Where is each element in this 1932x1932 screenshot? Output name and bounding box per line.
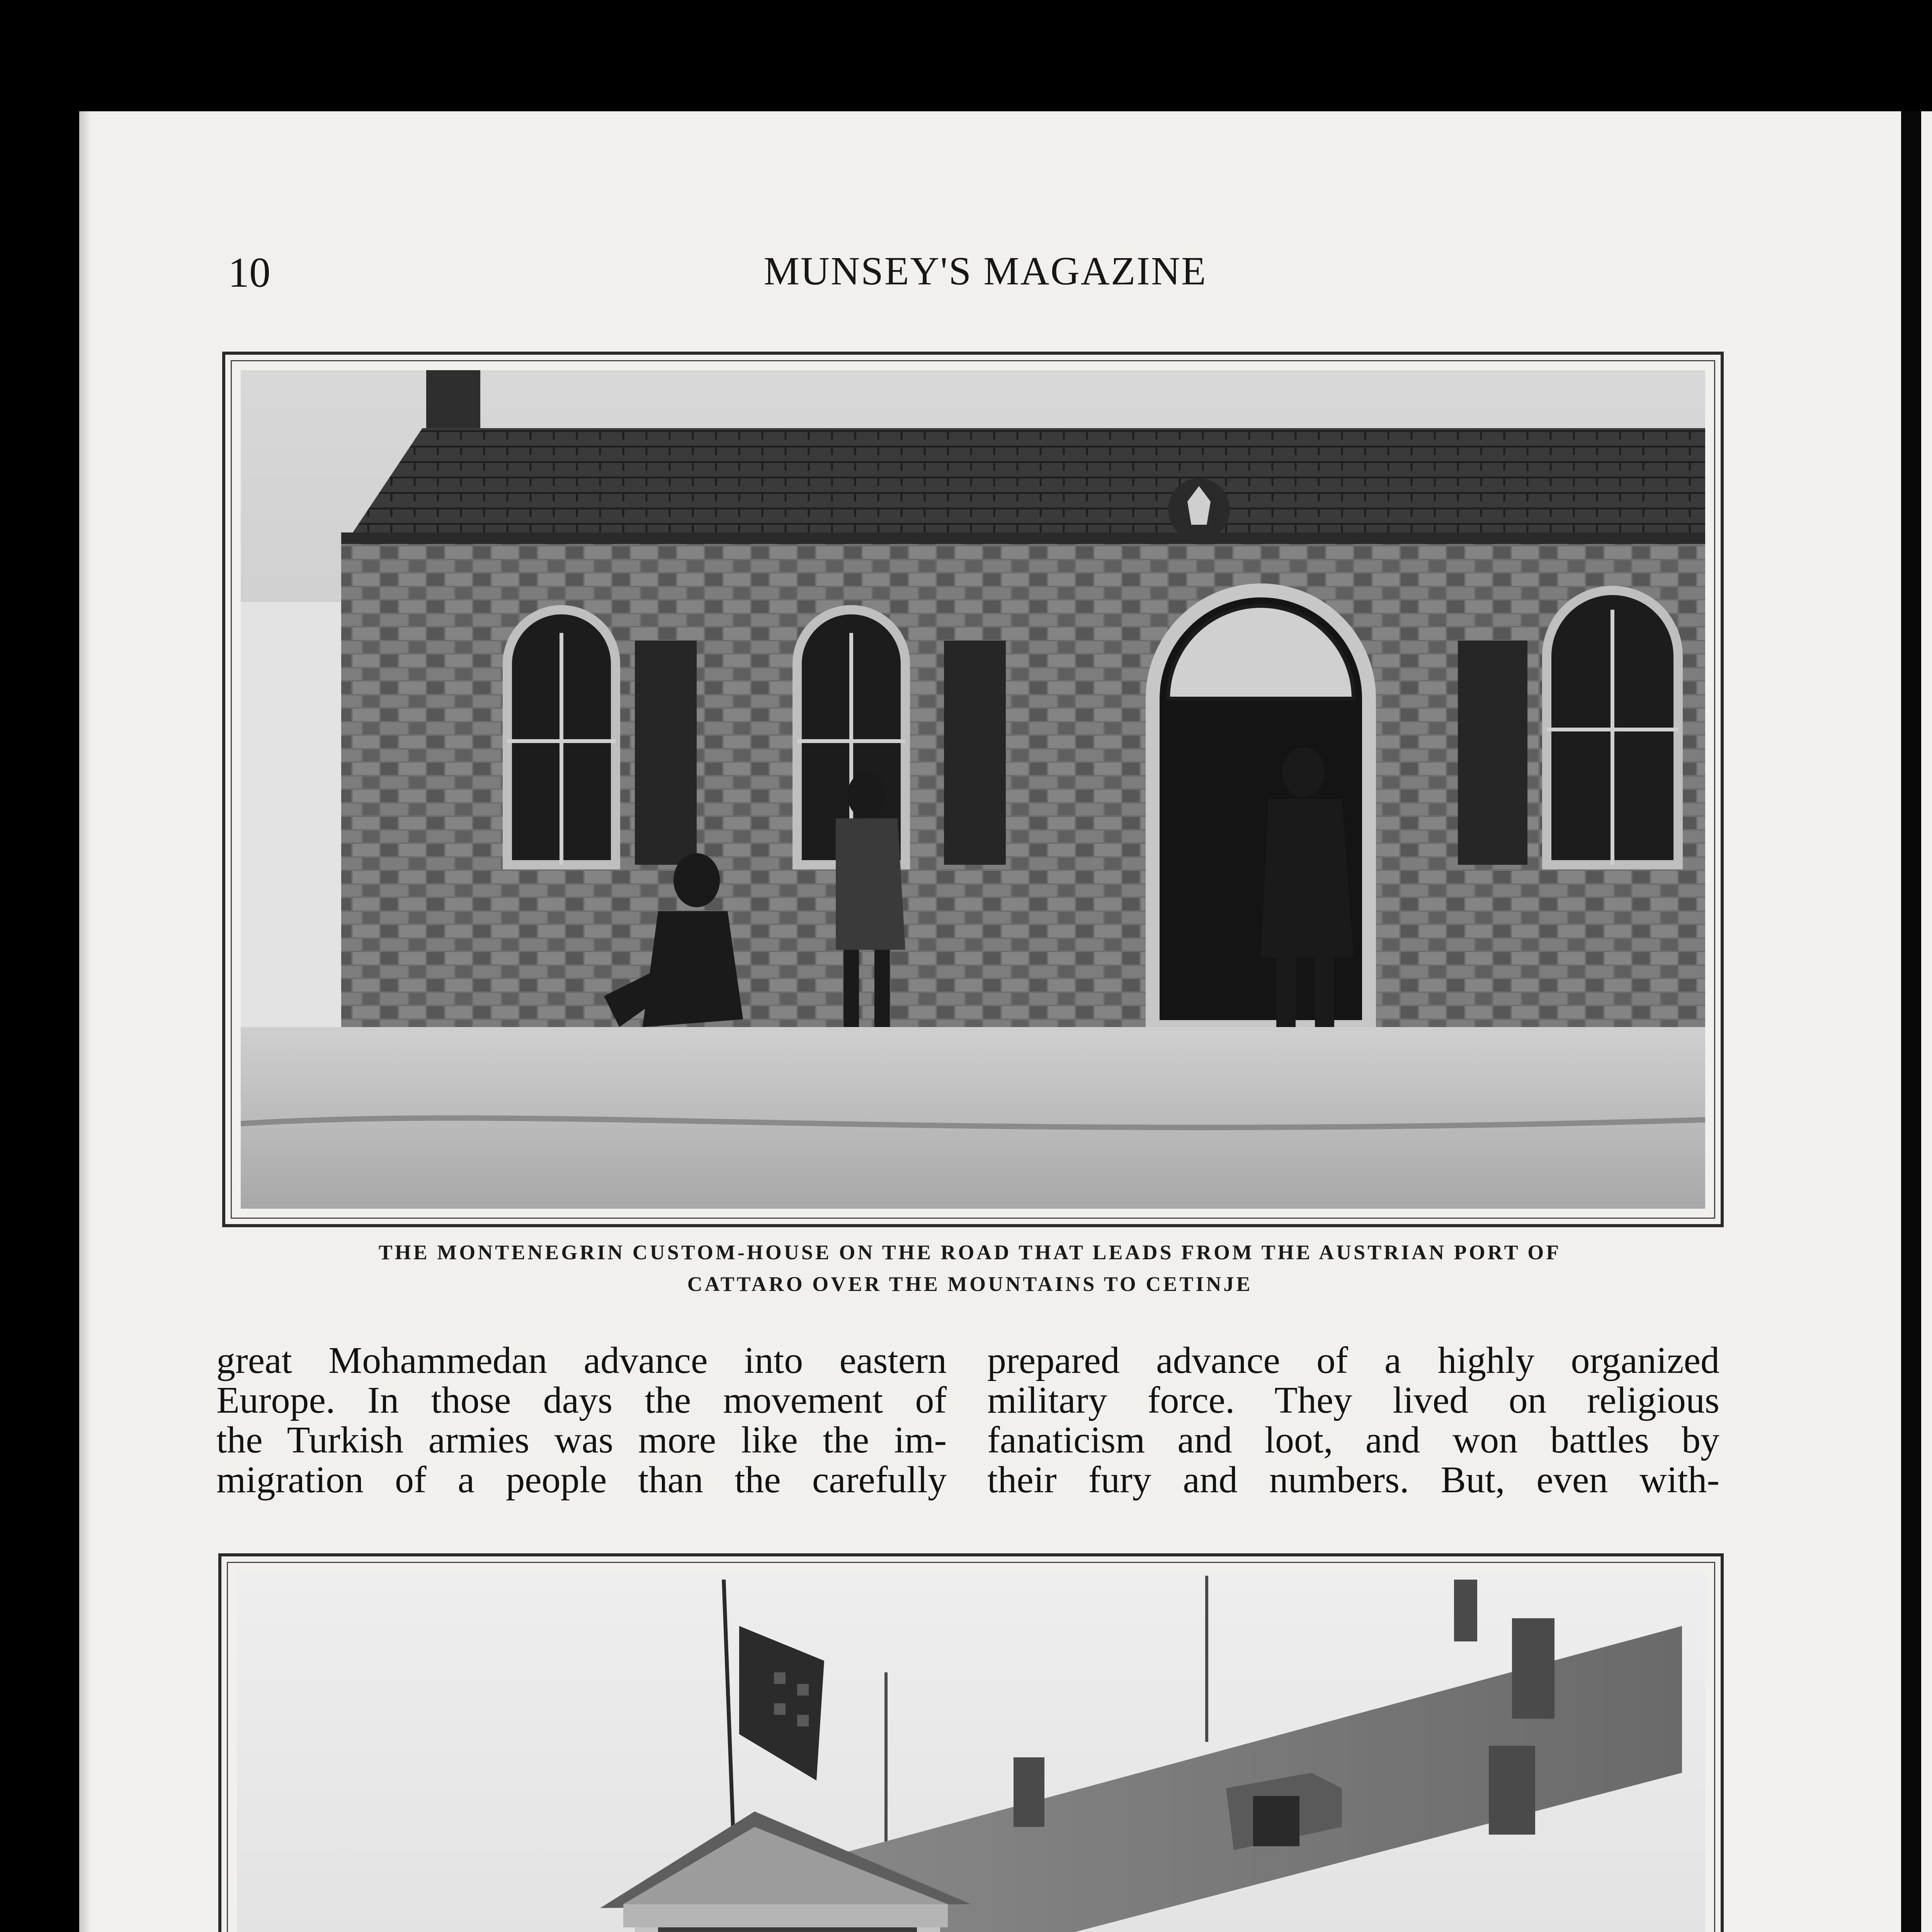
body-text-right-column	[987, 1341, 1719, 1500]
text-line: their fury and numbers. But, even with-	[987, 1459, 1719, 1501]
text-line: prepared advance of a highly organized	[987, 1340, 1719, 1381]
text-line: Europe. In those days the movement of	[216, 1379, 947, 1421]
caption-line: THE MONTENEGRIN CUSTOM-HOUSE ON THE ROAD THAT LEADS FROM THE AUSTRIAN PORT OF	[378, 1241, 1561, 1264]
page-gutter-shadow	[79, 111, 91, 1932]
custom-house-illustration	[241, 370, 1705, 1209]
text-line: fanaticism and loot, and won battles by	[987, 1419, 1719, 1461]
binding-gap	[1901, 111, 1921, 1932]
custom-house-photo	[241, 370, 1705, 1209]
royal-palace-photo	[237, 1572, 1705, 1932]
text-line: great Mohammedan advance into eastern	[216, 1340, 947, 1381]
custom-house-photo-frame	[222, 352, 1724, 1227]
body-text-left-column	[216, 1341, 947, 1500]
royal-palace-illustration	[237, 1572, 1705, 1932]
royal-palace-photo-frame	[218, 1553, 1724, 1932]
custom-house-caption	[222, 1236, 1718, 1300]
text-line: military force. They lived on religious	[987, 1379, 1719, 1421]
caption-line: CATTARO OVER THE MOUNTAINS TO CETINJE	[687, 1272, 1253, 1296]
running-head: MUNSEY'S MAGAZINE	[764, 249, 1207, 293]
page-number: 10	[228, 249, 270, 296]
adjacent-page-edge	[1921, 111, 1932, 1932]
text-line: the Turkish armies was more like the im-	[216, 1419, 947, 1461]
text-line: migration of a people than the carefully	[216, 1459, 947, 1501]
